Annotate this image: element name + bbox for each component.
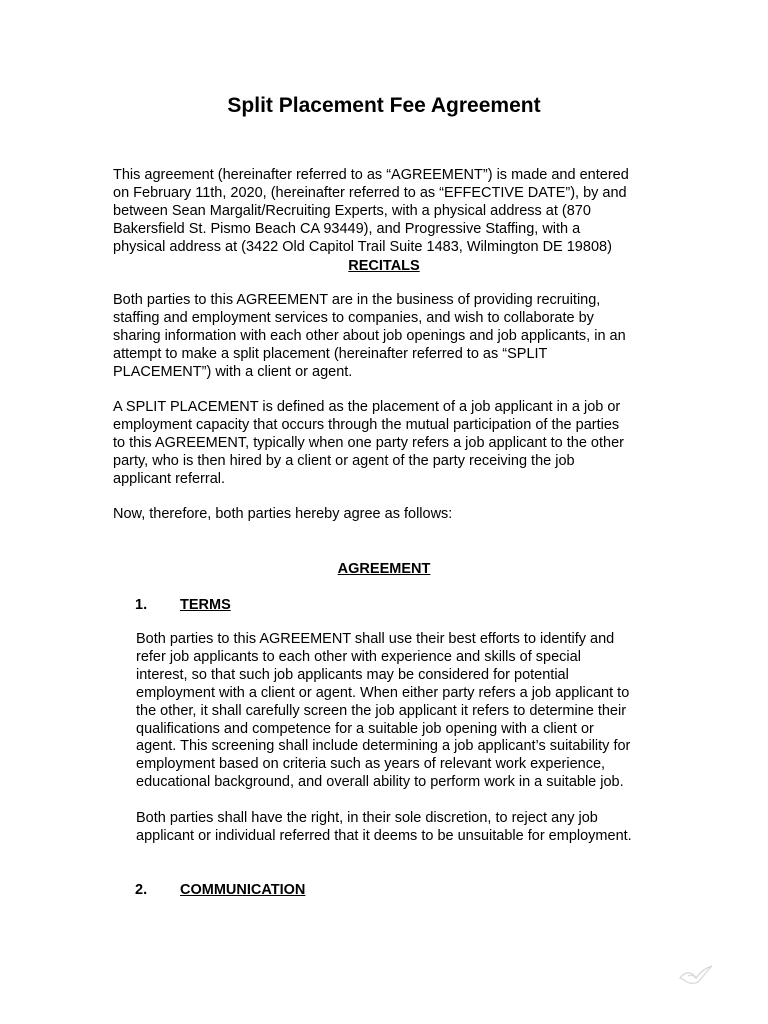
- text-line: agent. This screening shall include determining a job applicant’s suitability for: [136, 738, 631, 755]
- text-line: Both parties to this AGREEMENT shall use their best efforts to identify and: [136, 631, 615, 647]
- text-line: employment with a client or agent. When either party refers a job applicant to: [136, 684, 630, 701]
- recitals-paragraph-1: [113, 292, 658, 382]
- section-1-paragraph-1: [136, 631, 661, 792]
- recitals-paragraph-3: [113, 506, 658, 524]
- text-line: Both parties to this AGREEMENT are in the business of providing recruiting,: [113, 292, 601, 308]
- text-line: PLACEMENT”) with a client or agent.: [113, 363, 353, 380]
- text-line: to this AGREEMENT, typically when one party refers a job applicant to the other: [113, 434, 624, 451]
- document-title: Split Placement Fee Agreement: [227, 94, 541, 117]
- text-line: qualifications and competence for a suitable job opening with a client or: [136, 720, 594, 737]
- section-number: 1.: [135, 597, 148, 613]
- agreement-heading: AGREEMENT: [337, 561, 431, 577]
- text-line: physical address at (3422 Old Capitol Trail Suite 1483, Wilmington DE 19808): [113, 238, 612, 255]
- recitals-paragraph-2: [113, 399, 658, 489]
- text-line: attempt to make a split placement (hereinafter referred to as “SPLIT: [113, 345, 548, 362]
- section-1-heading: [135, 596, 231, 614]
- text-line: educational background, and overall ability to perform work in a suitable job.: [136, 774, 624, 791]
- text-line: staffing and employment services to companies, and wish to collaborate by: [113, 309, 594, 326]
- text-line: on February 11th, 2020, (hereinafter referred to as “EFFECTIVE DATE”), by and: [113, 184, 627, 201]
- section-2-heading: [135, 881, 305, 899]
- section-1-paragraph-2: [136, 810, 661, 846]
- text-line: Bakersfield St. Pismo Beach CA 93449), and Progressive Staffing, with a: [113, 220, 581, 237]
- text-line: employment based on criteria such as years of relevant work experience,: [136, 756, 606, 773]
- text-line: Now, therefore, both parties hereby agree as follows:: [113, 506, 453, 522]
- section-title: TERMS: [180, 597, 231, 613]
- text-line: party, who is then hired by a client or agent of the party receiving the job: [113, 452, 575, 469]
- intro-paragraph: [113, 167, 658, 257]
- text-line: This agreement (hereinafter referred to as “AGREEMENT”) is made and entered: [113, 167, 629, 183]
- text-line: sharing information with each other about job openings and job applicants, in an: [113, 327, 626, 344]
- text-line: applicant or individual referred that it deems to be unsuitable for employment.: [136, 827, 632, 844]
- text-line: interest, so that such job applicants may be considered for potential: [136, 666, 569, 683]
- text-line: Both parties shall have the right, in their sole discretion, to reject any job: [136, 810, 598, 826]
- text-line: between Sean Margalit/Recruiting Experts, with a physical address at (870: [113, 202, 591, 219]
- text-line: A SPLIT PLACEMENT is defined as the placement of a job applicant in a job or: [113, 399, 621, 415]
- bird-logo-icon: [676, 960, 716, 990]
- recitals-heading: RECITALS: [348, 258, 420, 274]
- section-number: 2.: [135, 882, 148, 898]
- text-line: applicant referral.: [113, 470, 226, 487]
- text-line: refer job applicants to each other with experience and skills of special: [136, 648, 581, 665]
- text-line: employment capacity that occurs through the mutual participation of the parties: [113, 416, 620, 433]
- section-title: COMMUNICATION: [180, 882, 306, 898]
- text-line: the other, it shall carefully screen the job applicant it refers to determine their: [136, 702, 627, 719]
